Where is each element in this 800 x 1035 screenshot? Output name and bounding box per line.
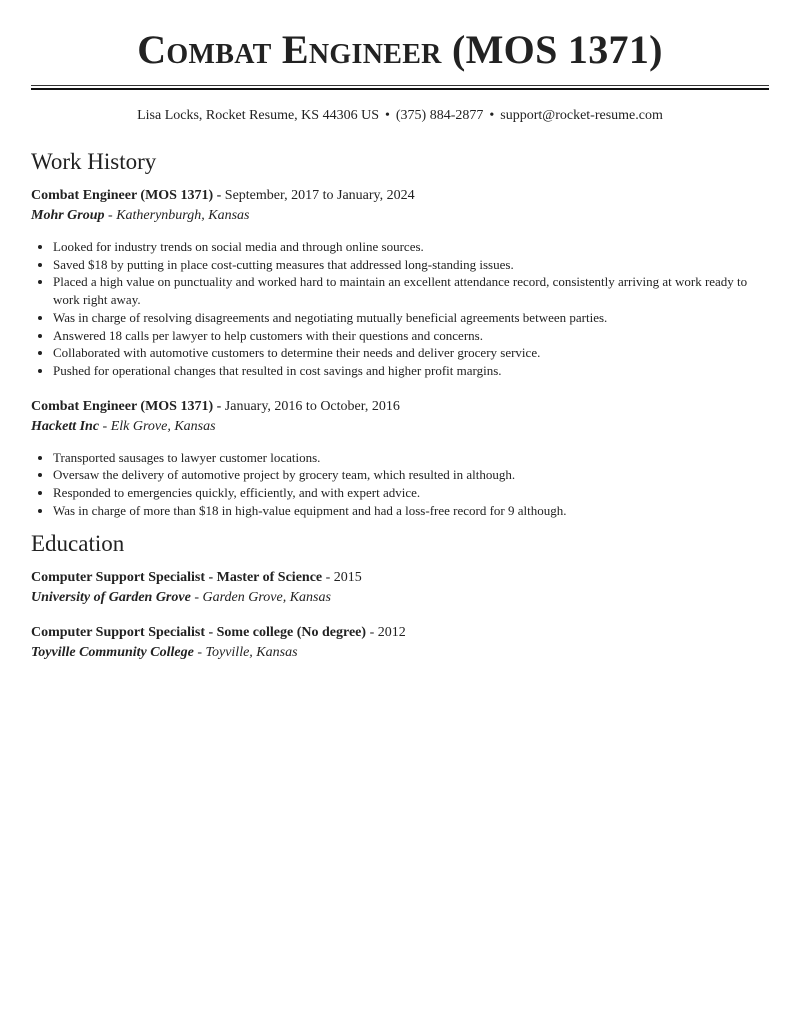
page-title: Combat Engineer (MOS 1371) [137, 27, 663, 72]
education-heading: Education [31, 531, 125, 557]
education-entry [31, 623, 769, 663]
school-location: Garden Grove, Kansas [202, 590, 331, 606]
separator-dot: • [384, 108, 390, 123]
job-dates: September, 2017 to January, 2024 [224, 188, 415, 203]
dash: - [325, 570, 331, 586]
company-name: Mohr Group [31, 208, 105, 223]
education-entry [31, 568, 769, 608]
degree-year: 2015 [333, 570, 362, 586]
dash: - [197, 645, 202, 661]
contact-phone: (375) 884-2877 [395, 108, 484, 123]
list-item: • Answered 18 calls per lawyer to help customers with their questions and concerns. [53, 327, 769, 345]
school-line [31, 643, 769, 663]
dash: - [216, 188, 222, 203]
list-item: • Looked for industry trends on social media and through online sources. [53, 238, 769, 256]
job-title: Combat Engineer (MOS 1371) [31, 188, 214, 203]
work-history-heading: Work History [31, 149, 157, 174]
degree: Computer Support Specialist - Some college (No degree) [31, 625, 367, 641]
school-location: Toyville, Kansas [205, 645, 298, 661]
company-location: Elk Grove, Kansas [110, 418, 216, 434]
job-bullets [31, 449, 769, 520]
job-title: Combat Engineer (MOS 1371) [31, 398, 214, 414]
contact-email: support@rocket-resume.com [500, 108, 663, 123]
separator-dot: • [489, 108, 495, 123]
list-item: • Pushed for operational changes that resulted in cost savings and higher profit margins. [53, 362, 769, 380]
dash: - [108, 208, 113, 223]
school-line [31, 588, 769, 608]
list-item: • Placed a high value on punctuality and worked hard to maintain an excellent attendance record, consistently arriving at work ready to work right away. [53, 273, 769, 308]
dash: - [216, 398, 222, 414]
dash: - [102, 418, 108, 434]
company-line [31, 206, 769, 226]
title-divider [31, 85, 769, 90]
company-line [31, 417, 769, 437]
list-item: • Responded to emergencies quickly, efficiently, and with expert advice. [53, 484, 769, 502]
degree-line [31, 623, 769, 643]
company-location: Katherynburgh, Kansas [116, 208, 250, 223]
degree-line [31, 568, 769, 588]
dash: - [369, 625, 375, 641]
school-name: Toyville Community College [31, 645, 194, 661]
list-item: • Collaborated with automotive customers to determine their needs and deliver grocery service. [53, 344, 769, 362]
job-entry [31, 186, 769, 380]
degree-year: 2012 [377, 625, 406, 641]
dash: - [194, 590, 199, 606]
degree: Computer Support Specialist - Master of Science [31, 570, 323, 586]
job-entry [31, 397, 769, 520]
job-bullets [31, 238, 769, 380]
job-dates: January, 2016 to October, 2016 [224, 398, 400, 414]
school-name: University of Garden Grove [31, 590, 191, 606]
job-title-line [31, 186, 769, 206]
list-item: • Was in charge of more than $18 in high-value equipment and had a loss-free record for 9 although. [53, 502, 769, 520]
list-item: • Saved $18 by putting in place cost-cutting measures that addressed long-standing issues. [53, 256, 769, 274]
list-item: • Was in charge of resolving disagreements and negotiating mutually beneficial agreements between parties. [53, 309, 769, 327]
contact-address: Lisa Locks, Rocket Resume, KS 44306 US [137, 108, 379, 123]
job-title-line [31, 397, 769, 417]
list-item: • Oversaw the delivery of automotive project by grocery team, which resulted in although. [53, 466, 769, 484]
list-item: • Transported sausages to lawyer customer locations. [53, 449, 769, 467]
company-name: Hackett Inc [31, 418, 100, 434]
contact-line [31, 107, 769, 125]
